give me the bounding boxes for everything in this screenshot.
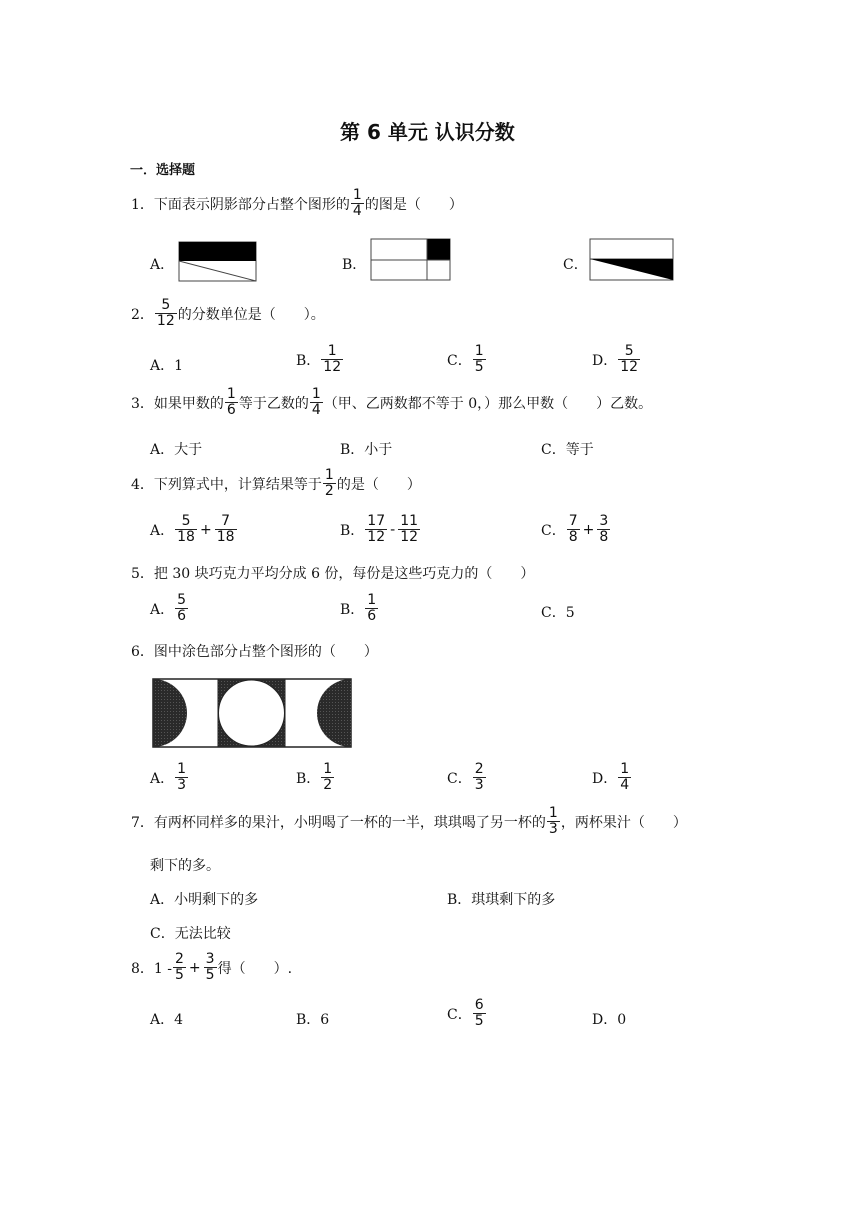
q6-option-b[interactable]: B． $\frac{1}{2}$: [296, 761, 333, 793]
question-6: 6．图中涂色部分占整个图形的（ ）: [131, 644, 378, 660]
q7-line2: 剩下的多。: [150, 858, 220, 874]
q6-figure: [152, 678, 352, 748]
q1-fraction: $\frac{1}{4}$: [352, 187, 362, 219]
question-8: [131, 952, 292, 983]
q2-text: 的分数单位是（ ）。: [177, 306, 325, 323]
q5-option-b[interactable]: B． $\frac{1}{6}$: [340, 592, 377, 624]
q1-text-end: 的图是（ ）: [364, 196, 463, 213]
question-4: [131, 468, 421, 499]
q5-option-c[interactable]: C．5: [541, 605, 575, 621]
q7-option-b[interactable]: B．琪琪剩下的多: [447, 892, 556, 908]
question-3: [131, 387, 652, 418]
q1-figure-b: [370, 238, 452, 282]
q8-option-c[interactable]: C． $\frac{6}{5}$: [447, 997, 484, 1029]
question-5: 5．把 30 块巧克力平均分成 6 份，每份是这些巧克力的（ ）: [131, 566, 535, 582]
q3-text: 3．如果甲数的: [131, 395, 224, 412]
q2-option-c[interactable]: C． $\frac{1}{5}$: [447, 343, 484, 375]
question-7: [131, 806, 687, 837]
q8-text: 8．1 -: [131, 960, 172, 977]
q1-figure-a: [178, 241, 258, 282]
q2-option-a[interactable]: A．1: [150, 358, 184, 374]
q1-text: 1．下面表示阴影部分占整个图形的: [131, 196, 350, 213]
q7-option-a[interactable]: A．小明剩下的多: [150, 892, 259, 908]
q7-text: 7．有两杯同样多的果汁，小明喝了一杯的一半，琪琪喝了另一杯的: [131, 814, 546, 831]
q4-text-end: 的是（ ）: [336, 476, 421, 493]
q3-fraction-1: $\frac{1}{6}$: [226, 386, 236, 418]
q2-fraction: $\frac{5}{12}$: [156, 297, 175, 329]
q4-option-b[interactable]: B． $\frac{17}{12}$ - $\frac{11}{12}$: [340, 513, 419, 545]
q1-option-b[interactable]: B．: [342, 257, 367, 273]
q8-option-a[interactable]: A．4: [150, 1012, 184, 1028]
q6-option-a[interactable]: A． $\frac{1}{3}$: [150, 761, 187, 793]
q4-option-a[interactable]: A． $\frac{5}{18}$ + $\frac{7}{18}$: [150, 513, 235, 545]
q3-fraction-2: $\frac{1}{4}$: [311, 386, 321, 418]
q6-option-d[interactable]: D． $\frac{1}{4}$: [592, 761, 630, 793]
question-1: [131, 188, 463, 219]
q3-text-mid: 等于乙数的: [238, 395, 309, 412]
q3-option-c[interactable]: C．等于: [541, 442, 594, 458]
q8-option-d[interactable]: D．0: [592, 1012, 627, 1028]
q6-option-c[interactable]: C． $\frac{2}{3}$: [447, 761, 484, 793]
q8-plus: +: [188, 959, 201, 976]
q7-fraction: $\frac{1}{3}$: [548, 805, 558, 837]
q5-option-a[interactable]: A． $\frac{5}{6}$: [150, 592, 187, 624]
q8-text-end: 得（ ）.: [217, 960, 293, 977]
q3-option-a[interactable]: A．大于: [150, 442, 203, 458]
q4-text: 4．下列算式中，计算结果等于: [131, 476, 322, 493]
q1-option-c[interactable]: C．: [563, 257, 588, 273]
q8-fraction-2: $\frac{3}{5}$: [205, 951, 215, 983]
question-2: [131, 298, 325, 329]
q2-option-b[interactable]: B． $\frac{1}{12}$: [296, 343, 342, 375]
q8-fraction-1: $\frac{2}{5}$: [175, 951, 184, 983]
q4-fraction: $\frac{1}{2}$: [324, 467, 334, 499]
q3-option-b[interactable]: B．小于: [340, 442, 393, 458]
section-heading: 一．选择题: [130, 163, 196, 178]
q7-text-end: ，两杯果汁（ ）: [560, 814, 687, 831]
q2-number: 2．: [131, 306, 154, 323]
q1-figure-c: [589, 238, 675, 282]
q8-option-b[interactable]: B．6: [296, 1012, 330, 1028]
q1-option-a[interactable]: A．: [150, 257, 175, 273]
q3-text-end: （甲、乙两数都不等于 0，）那么甲数（ ）乙数。: [323, 395, 653, 412]
q4-option-c[interactable]: C． $\frac{7}{8}$ + $\frac{3}{8}$: [541, 513, 609, 545]
q7-option-c[interactable]: C．无法比较: [150, 926, 231, 942]
page-title: 第 6 单元 认识分数: [340, 120, 515, 144]
q2-option-d[interactable]: D． $\frac{5}{12}$: [592, 343, 639, 375]
